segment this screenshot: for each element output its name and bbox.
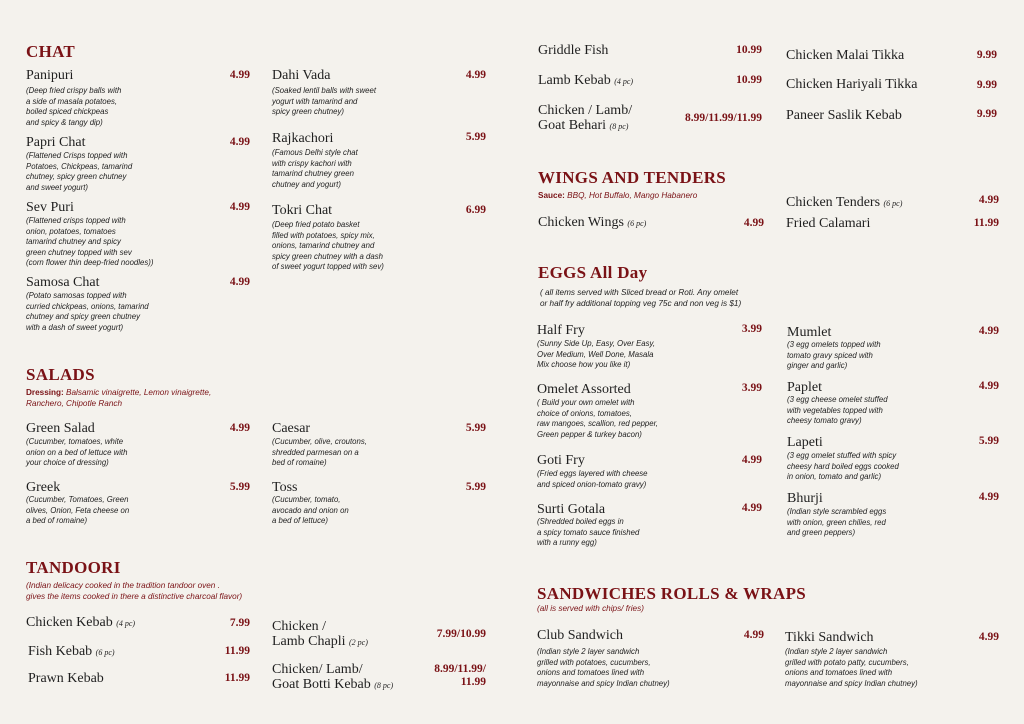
item-price-malai-tikka: 9.99 bbox=[976, 49, 997, 61]
item-desc-caesar: (Cucumber, olive, croutons, shredded parmesan on a bed of romaine) bbox=[272, 437, 367, 468]
item-name-tokri-chat: Tokri Chat bbox=[272, 203, 333, 218]
item-name-fish-kebab: Fish Kebab bbox=[28, 644, 93, 659]
item-price-paplet: 4.99 bbox=[978, 380, 999, 392]
item-chapli bbox=[272, 619, 368, 650]
item-name-mumlet: Mumlet bbox=[787, 325, 832, 340]
salads-dressing-label: Dressing: bbox=[26, 388, 64, 397]
item-name-goti-fry: Goti Fry bbox=[537, 453, 585, 468]
eggs-note: ( all items served with Sliced bread or Roti. Any omelet or half fry additional topping veg 75c and non veg is $1) bbox=[540, 288, 742, 308]
item-name-chapli: Chicken / Lamb Chapli bbox=[272, 619, 346, 649]
item-desc-half-fry: (Sunny Side Up, Easy, Over Easy, Over Medium, Well Done, Masala Mix choose how you like it) bbox=[537, 339, 656, 370]
item-chicken-tenders bbox=[786, 195, 902, 211]
item-desc-mumlet: (3 egg omelets topped with tomato gravy spiced with ginger and garlic) bbox=[787, 340, 881, 371]
item-name-tikki-sandwich: Tikki Sandwich bbox=[785, 630, 874, 645]
item-name-lamb-kebab: Lamb Kebab bbox=[538, 73, 611, 88]
section-title-sandwiches: SANDWICHES ROLLS & WRAPS bbox=[537, 584, 807, 603]
wings-sauce-options: BBQ, Hot Buffalo, Mango Habanero bbox=[567, 191, 698, 200]
item-portion-goat-behari: (8 pc) bbox=[609, 122, 629, 131]
item-botti-kebab bbox=[272, 662, 393, 693]
item-name-samosa-chat: Samosa Chat bbox=[26, 275, 100, 290]
item-price-sev-puri: 4.99 bbox=[229, 201, 250, 213]
item-price-goti-fry: 4.99 bbox=[741, 454, 762, 466]
item-price-omelet-assorted: 3.99 bbox=[741, 382, 762, 394]
item-price-paneer-kebab: 9.99 bbox=[976, 108, 997, 120]
item-name-rajkachori: Rajkachori bbox=[272, 131, 334, 146]
item-portion-chicken-tenders: (6 pc) bbox=[883, 199, 903, 208]
item-price-chapli: 7.99/10.99 bbox=[436, 628, 486, 640]
item-name-lapeti: Lapeti bbox=[787, 435, 823, 450]
section-title-chat: CHAT bbox=[26, 42, 76, 61]
item-price-toss: 5.99 bbox=[465, 481, 486, 493]
item-price-botti-kebab: 8.99/11.99/ 11.99 bbox=[434, 663, 486, 688]
item-desc-papri-chat: (Flattened Crisps topped with Potatoes, Chickpeas, tamarind chutney, spicy green chutney and sweet yogurt) bbox=[26, 151, 133, 192]
item-portion-chicken-wings: (6 pc) bbox=[627, 219, 647, 228]
item-price-lapeti: 5.99 bbox=[978, 435, 999, 447]
item-name-club-sandwich: Club Sandwich bbox=[537, 628, 623, 643]
tandoori-note: (Indian delicacy cooked in the tradition tandoor oven . gives the items cooked in there a distinctive charcoal flavor) bbox=[26, 581, 243, 601]
section-title-salads: SALADS bbox=[26, 365, 95, 384]
item-desc-green-salad: (Cucumber, tomatoes, white onion on a bed of lettuce with your choice of dressing) bbox=[26, 437, 128, 468]
item-desc-omelet-assorted: ( Build your own omelet with choice of onions, tomatoes, raw mangoes, scallion, red pepper, Green pepper & turkey bacon) bbox=[537, 398, 658, 439]
item-goat-behari bbox=[538, 103, 632, 134]
item-name-paneer-kebab: Paneer Saslik Kebab bbox=[786, 108, 902, 123]
wings-sauce-note bbox=[538, 190, 697, 201]
item-price-prawn-kebab: 11.99 bbox=[224, 672, 250, 684]
item-name-griddle-fish: Griddle Fish bbox=[538, 43, 609, 58]
item-fish-kebab bbox=[28, 644, 115, 660]
item-desc-lapeti: (3 egg omelet stuffed with spicy cheesy hard boiled eggs cooked in onion, tomato and garlic) bbox=[787, 451, 899, 482]
item-desc-club-sandwich: (Indian style 2 layer sandwich grilled with potatoes, cucumbers, onions and tomatoes lined with mayonnaise and spicy Indian chutney) bbox=[537, 647, 670, 688]
item-price-chicken-tenders: 4.99 bbox=[978, 194, 999, 206]
item-desc-samosa-chat: (Potato samosas topped with curried chickpeas, onions, tamarind chutney and spicy green chutney with a dash of sweet yogurt) bbox=[26, 291, 149, 332]
item-desc-sev-puri: (Flattened crisps topped with onion, potatoes, tomatoes tamarind chutney and spicy green chutney topped with sev (corn flower thin deep-fried noodles)) bbox=[26, 216, 154, 268]
item-desc-dahi-vada: (Soaked lentil balls with sweet yogurt with tamarind and spicy green chutney) bbox=[272, 86, 377, 117]
item-name-paplet: Paplet bbox=[787, 380, 822, 395]
item-price-fried-calamari: 11.99 bbox=[973, 217, 999, 229]
item-name-bhurji: Bhurji bbox=[787, 491, 823, 506]
item-price-panipuri: 4.99 bbox=[229, 69, 250, 81]
item-desc-tokri-chat: (Deep fried potato basket filled with potatoes, spicy mix, onions, tamarind chutney and spicy green chutney with a dash of sweet yogurt topped with sev) bbox=[272, 220, 384, 272]
item-name-chicken-wings: Chicken Wings bbox=[538, 215, 624, 230]
item-price-papri-chat: 4.99 bbox=[229, 136, 250, 148]
item-desc-surti-gotala: (Shredded boiled eggs in a spicy tomato sauce finished with a runny egg) bbox=[537, 517, 640, 548]
item-price-greek: 5.99 bbox=[229, 481, 250, 493]
item-chicken-wings bbox=[538, 215, 646, 231]
item-name-half-fry: Half Fry bbox=[537, 323, 585, 338]
item-desc-goti-fry: (Fried eggs layered with cheese and spiced onion-tomato gravy) bbox=[537, 469, 648, 489]
item-portion-chicken-kebab: (4 pc) bbox=[116, 619, 136, 628]
item-lamb-kebab bbox=[538, 73, 633, 89]
item-name-panipuri: Panipuri bbox=[26, 68, 74, 83]
item-price-bhurji: 4.99 bbox=[978, 491, 999, 503]
item-price-tikki-sandwich: 4.99 bbox=[978, 631, 999, 643]
item-name-dahi-vada: Dahi Vada bbox=[272, 68, 331, 83]
item-name-chicken-tenders: Chicken Tenders bbox=[786, 195, 881, 210]
item-desc-rajkachori: (Famous Delhi style chat with crispy kachori with tamarind chutney green chutney and yogurt) bbox=[272, 148, 358, 189]
item-price-lamb-kebab: 10.99 bbox=[736, 74, 762, 86]
item-name-papri-chat: Papri Chat bbox=[26, 135, 86, 150]
item-price-hariyali-tikka: 9.99 bbox=[976, 79, 997, 91]
item-price-caesar: 5.99 bbox=[465, 422, 486, 434]
item-price-half-fry: 3.99 bbox=[741, 323, 762, 335]
item-price-surti-gotala: 4.99 bbox=[741, 502, 762, 514]
item-name-botti-kebab: Chicken/ Lamb/ Goat Botti Kebab bbox=[272, 662, 371, 692]
wings-sauce-label: Sauce: bbox=[538, 191, 565, 200]
item-portion-chapli: (2 pc) bbox=[349, 638, 368, 647]
item-portion-botti-kebab: (8 pc) bbox=[374, 681, 394, 690]
item-price-samosa-chat: 4.99 bbox=[229, 276, 250, 288]
item-price-fish-kebab: 11.99 bbox=[224, 645, 250, 657]
item-name-green-salad: Green Salad bbox=[26, 421, 95, 436]
item-portion-fish-kebab: (6 pc) bbox=[95, 648, 115, 657]
salads-dressing-note bbox=[26, 387, 211, 409]
item-price-chicken-wings: 4.99 bbox=[743, 217, 764, 229]
item-portion-lamb-kebab: (4 pc) bbox=[614, 77, 634, 86]
item-name-prawn-kebab: Prawn Kebab bbox=[28, 671, 104, 686]
item-desc-bhurji: (Indian style scrambled eggs with onion, green chilies, red and green peppers) bbox=[787, 507, 887, 538]
item-price-tokri-chat: 6.99 bbox=[465, 204, 486, 216]
item-desc-panipuri: (Deep fried crispy balls with a side of masala potatoes, boiled spiced chickpeas and spicy & tangy dip) bbox=[26, 86, 122, 127]
item-name-fried-calamari: Fried Calamari bbox=[786, 216, 871, 231]
item-desc-greek: (Cucumber, Tomatoes, Green olives, Onion, Feta cheese on a bed of romaine) bbox=[26, 495, 130, 526]
item-price-griddle-fish: 10.99 bbox=[736, 44, 762, 56]
item-name-hariyali-tikka: Chicken Hariyali Tikka bbox=[786, 77, 918, 92]
sandwiches-note: (all is served with chips/ fries) bbox=[537, 604, 644, 613]
item-name-goat-behari: Chicken / Lamb/ Goat Behari bbox=[538, 103, 633, 133]
item-name-surti-gotala: Surti Gotala bbox=[537, 502, 606, 517]
item-price-green-salad: 4.99 bbox=[229, 422, 250, 434]
section-title-eggs: EGGS All Day bbox=[538, 263, 648, 282]
section-title-tandoori: TANDOORI bbox=[26, 558, 121, 577]
item-desc-toss: (Cucumber, tomato, avocado and onion on a bed of lettuce) bbox=[272, 495, 349, 526]
item-name-greek: Greek bbox=[26, 480, 61, 495]
item-desc-paplet: (3 egg cheese omelet stuffed with vegetables topped with cheesy tomato gravy) bbox=[787, 395, 888, 426]
item-name-sev-puri: Sev Puri bbox=[26, 200, 74, 215]
item-price-chicken-kebab: 7.99 bbox=[229, 617, 250, 629]
item-price-dahi-vada: 4.99 bbox=[465, 69, 486, 81]
item-name-caesar: Caesar bbox=[272, 421, 311, 436]
item-name-malai-tikka: Chicken Malai Tikka bbox=[786, 48, 905, 63]
item-name-chicken-kebab: Chicken Kebab bbox=[26, 615, 113, 630]
item-chicken-kebab bbox=[26, 615, 135, 631]
item-desc-tikki-sandwich: (Indian style 2 layer sandwich grilled with potato patty, cucumbers, onions and tomatoes lined with mayonnaise and spicy Indian chutney) bbox=[785, 647, 918, 688]
item-price-mumlet: 4.99 bbox=[978, 325, 999, 337]
item-price-club-sandwich: 4.99 bbox=[743, 629, 764, 641]
item-price-rajkachori: 5.99 bbox=[465, 131, 486, 143]
item-name-omelet-assorted: Omelet Assorted bbox=[537, 382, 631, 397]
salads-dressing-options: Balsamic vinaigrette, Lemon vinaigrette, Ranchero, Chipotle Ranch bbox=[26, 388, 212, 408]
section-title-wings: WINGS AND TENDERS bbox=[538, 168, 727, 187]
item-name-toss: Toss bbox=[272, 480, 298, 495]
item-price-goat-behari: 8.99/11.99/11.99 bbox=[685, 112, 762, 124]
